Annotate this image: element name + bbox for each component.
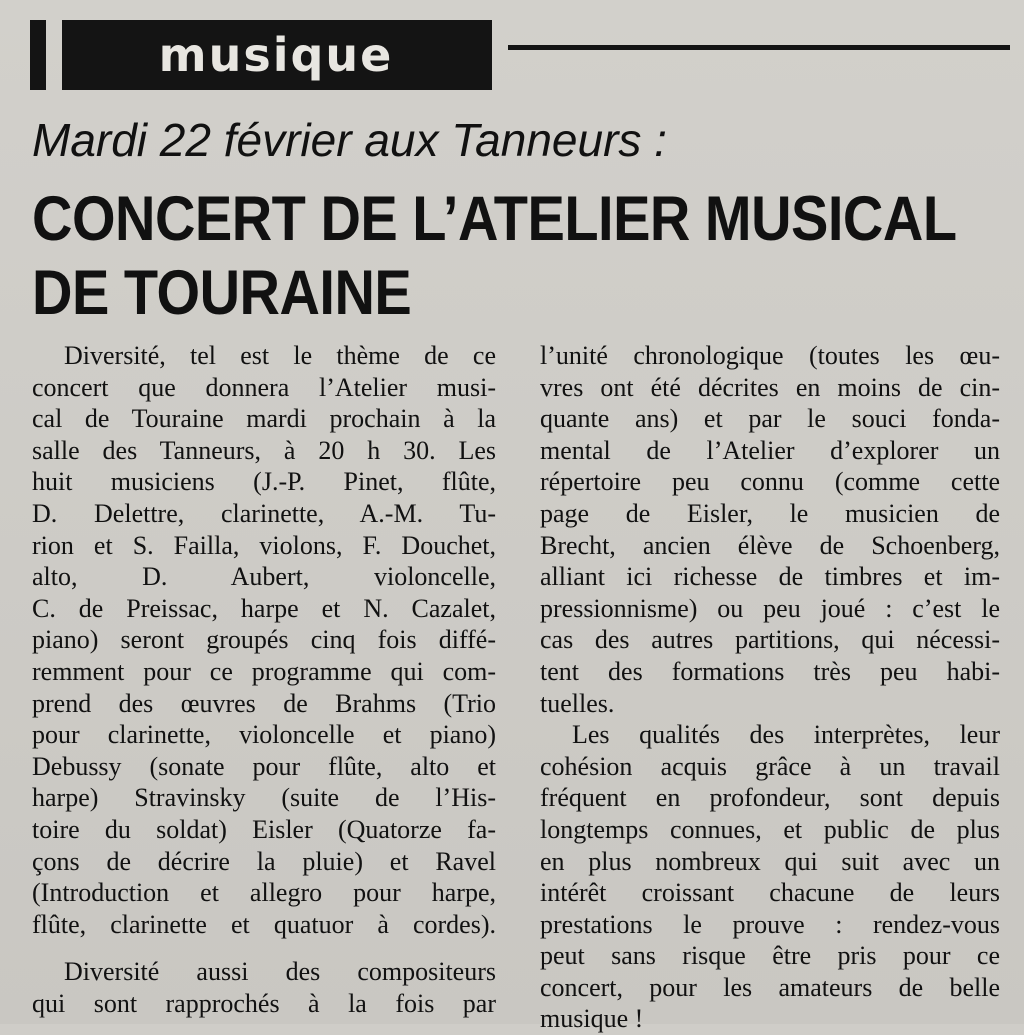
text-line: alliant ici richesse de timbres et im- — [540, 562, 1000, 592]
text-line: qui sont rapprochés à la fois par — [32, 988, 496, 1018]
text-line: cohésion acquis grâce à un travail — [540, 751, 1000, 781]
text-line: D. Delettre, clarinette, A.-M. Tu- — [32, 498, 496, 528]
text-line: Diversité, tel est le thème de ce — [64, 341, 496, 370]
text-line: (Introduction et allegro pour harpe, — [32, 878, 496, 908]
paragraph — [32, 956, 496, 1019]
paragraph-gap — [32, 940, 496, 956]
text-line: huit musiciens (J.-P. Pinet, flûte, — [32, 467, 496, 497]
text-line: concert, pour les amateurs de belle — [540, 972, 1000, 1002]
text-line: l’unité chronologique (toutes les œu- — [540, 341, 1000, 370]
text-line: salle des Tanneurs, à 20 h 30. Les — [32, 435, 496, 465]
text-line: flûte, clarinette et quatuor à cordes). — [32, 909, 496, 939]
text-line: piano) seront groupés cinq fois diffé- — [32, 625, 496, 655]
text-line: cas des autres partitions, qui nécessi- — [540, 625, 1000, 655]
text-line: C. de Preissac, harpe et N. Cazalet, — [32, 593, 496, 623]
text-line: prestations le prouve : rendez-vous — [540, 909, 1000, 939]
text-line: Brecht, ancien élève de Schoenberg, — [540, 530, 1000, 560]
text-line: vres ont été décrites en moins de cin- — [540, 372, 1000, 402]
text-line: page de Eisler, le musicien de — [540, 498, 1000, 528]
paragraph — [32, 340, 496, 940]
rubric-rule — [508, 45, 1010, 50]
text-line: peut sans risque être pris pour ce — [540, 941, 1000, 971]
text-line: mental de l’Atelier d’explorer un — [540, 435, 1000, 465]
article-headline — [32, 182, 1002, 330]
text-line: intérêt croissant chacune de leurs — [540, 878, 1000, 908]
text-line: alto, D. Aubert, violoncelle, — [32, 562, 496, 592]
text-line: çons de décrire la pluie) et Ravel — [32, 846, 496, 876]
text-line: fréquent en profondeur, sont depuis — [540, 783, 1000, 813]
rubric-bar-right — [474, 20, 492, 90]
text-line: en plus nombreux qui suit avec un — [540, 846, 1000, 876]
text-line: prend des œuvres de Brahms (Trio — [32, 688, 496, 718]
text-line: répertoire peu connu (comme cette — [540, 467, 1000, 497]
text-line: Diversité aussi des compositeurs — [64, 957, 496, 987]
text-line: Debussy (sonate pour flûte, alto et — [32, 751, 496, 781]
text-line: remment pour ce programme qui com- — [32, 656, 496, 686]
rubric-bar-left — [30, 20, 46, 90]
article-kicker: Mardi 22 février aux Tanneurs : — [32, 114, 667, 166]
paragraph — [540, 719, 1000, 1035]
text-line: tuelles. — [540, 688, 615, 718]
text-line: pressionnisme) ou peu joué : c’est le — [540, 593, 1000, 623]
text-line: rion et S. Failla, violons, F. Douchet, — [32, 530, 496, 560]
text-line: harpe) Stravinsky (suite de l’His- — [32, 783, 496, 813]
section-rubric: musique — [62, 20, 490, 90]
text-line: toire du soldat) Eisler (Quatorze fa- — [32, 814, 496, 844]
text-line: tent des formations très peu habi- — [540, 656, 1000, 686]
article-column-right — [540, 340, 1000, 1035]
text-line: quante ans) et par le souci fonda- — [540, 404, 1000, 434]
paragraph — [540, 340, 1000, 719]
text-line: pour clarinette, violoncelle et piano) — [32, 720, 496, 750]
text-line: longtemps connues, et public de plus — [540, 814, 1000, 844]
text-line: concert que donnera l’Atelier musi- — [32, 372, 496, 402]
article-column-left — [32, 340, 496, 1019]
text-line: cal de Touraine mardi prochain à la — [32, 404, 496, 434]
text-line: Les qualités des interprètes, leur — [572, 720, 1000, 750]
headline-line: CONCERT DE L’ATELIER MUSICAL — [32, 183, 957, 254]
section-header — [30, 20, 1010, 90]
headline-line: DE TOURAINE — [32, 257, 412, 328]
text-line: musique ! — [540, 1004, 644, 1034]
